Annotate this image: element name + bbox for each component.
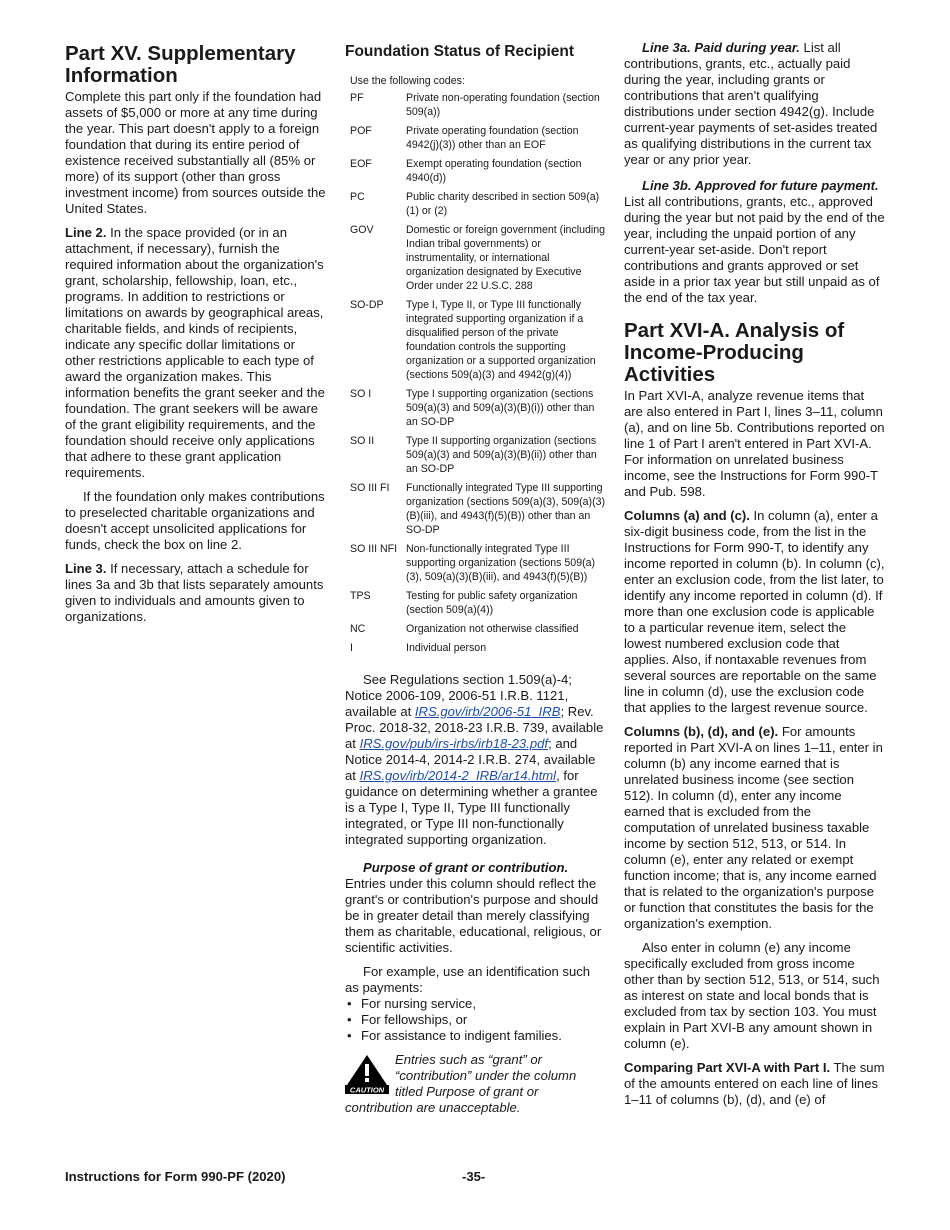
table-row <box>350 641 607 660</box>
irb-2006-51-link[interactable]: IRS.gov/irb/2006-51_IRB <box>414 704 561 719</box>
example-intro: For example, use an identification such as payments: <box>345 964 591 995</box>
list-item <box>345 1012 607 1028</box>
table-row <box>350 223 607 298</box>
status-code: SO II <box>350 435 375 447</box>
status-code: PC <box>350 191 365 203</box>
irb18-23-link[interactable]: IRS.gov/pub/irs-irbs/irb18-23.pdf <box>359 736 549 751</box>
line3a-text: List all contributions, grants, etc., actually paid during the year, including grants or contributions that aren't qualifying distributions under section 4942(g). Include current-year payments of set-asides treated as qualifying distributions in the current tax year or any prior year. <box>624 40 878 167</box>
columns-ac-text: In column (a), enter a six-digit business code, from the list in the Instructions for Form 990-T, to identify any income reported in column (b). In column (c), enter an exclusion code, from the list later, to identify any income reported in column (d). If more than one exclusion code is applicable to a particular revenue item, select the lowest numbered exclusion code that applies. Also, if nontaxable revenues from several sources are reportable on the same line in column (d), use the exclusion code that applies to the largest revenue source. <box>624 508 885 715</box>
status-code: SO-DP <box>350 299 384 311</box>
regs-text-4: , for guidance on determining whether a grantee is a Type I, Type II, Type III functionally integrated, or Type III non-functionally integrated supporting organization. <box>345 768 598 847</box>
line2-paragraph-2: If the foundation only makes contributions to preselected charitable organizations and doesn't accept unsolicited applications for funds, check the box on line 2. <box>65 489 325 552</box>
comparing-label: Comparing Part XVI-A with Part I. <box>624 1060 831 1075</box>
regs-text-1: See Regulations section 1.509(a)-4; Notice 2006-109, 2006-51 I.R.B. 1121, available at <box>345 672 572 719</box>
table-row <box>350 91 607 124</box>
status-code: PF <box>350 92 364 104</box>
bullet-text: For fellowships, or <box>361 1012 468 1027</box>
status-code: SO III NFI <box>350 543 398 555</box>
table-row <box>350 622 607 641</box>
status-code: GOV <box>350 224 374 236</box>
comparing-paragraph <box>624 1060 886 1108</box>
bullet-text: For nursing service, <box>361 996 476 1011</box>
columns-ac-label: Columns (a) and (c). <box>624 508 750 523</box>
status-desc: Functionally integrated Type III supporting organization (sections 509(a)(3), 509(a)(3)(B)(iii), and 4943(f)(5)(B)) other than an SO-DP <box>406 482 606 536</box>
caution-text: Entries such as “grant” or “contribution” under the column titled Purpose of grant or contribution are unacceptable. <box>345 1052 577 1115</box>
line3b-text: List all contributions, grants, etc., approved during the year but not paid by the end of the year, including the unpaid portion of any current-year set-aside. Don't report contributions and grants approved or set aside in a prior tax year but still unpaid as of the end of the tax year. <box>624 194 885 305</box>
line3a-label: Line 3a. Paid during year. <box>642 40 800 55</box>
line3-label: Line 3. <box>65 561 107 576</box>
columns-ac-paragraph <box>624 508 886 716</box>
table-row <box>350 387 607 434</box>
status-codes-table <box>350 91 607 660</box>
list-item <box>345 996 607 1012</box>
part-xvi-a-heading: Part XVI-A. Analysis of Income-Producing Activities <box>624 319 845 386</box>
table-row <box>350 481 607 542</box>
status-desc: Type I supporting organization (sections 509(a)(3) and 509(a)(3)(B)(i)) other than an SO-DP <box>406 388 595 428</box>
table-row <box>350 157 607 190</box>
footer-form-title: Instructions for Form 990-PF (2020) <box>65 1169 286 1184</box>
status-desc: Testing for public safety organization (section 509(a)(4)) <box>406 590 578 616</box>
regulations-paragraph <box>345 672 607 848</box>
table-row <box>350 298 607 387</box>
bullet-dot: • <box>347 996 352 1011</box>
table-row <box>350 434 607 481</box>
also-enter-paragraph: Also enter in column (e) any income specifically excluded from gross income other than by section 512, 513, or 514, such as interest on state and local bonds that is excluded from tax by section 103. You must explain in Part XVI-B any amount shown in column (e). <box>624 940 880 1051</box>
payment-bullet-list <box>345 996 607 1044</box>
part-xv-intro: Complete this part only if the foundation had assets of $5,000 or more at any time during the year. This part doesn't apply to a foreign foundation that during its entire period of existence received substantially all (85% or more) of its support (other than gross investment income) from sources outside the United States. <box>65 89 326 216</box>
line3b-paragraph <box>624 178 886 306</box>
columns-bde-label: Columns (b), (d), and (e). <box>624 724 779 739</box>
table-row <box>350 124 607 157</box>
line3b-label: Line 3b. Approved for future payment. <box>642 178 879 193</box>
bullet-dot: • <box>347 1028 352 1043</box>
comparing-text: The sum of the amounts entered on each line of lines 1–11 of columns (b), (d), and (e) of <box>624 1060 885 1107</box>
part-xv-heading: Part XV. Supplementary Information <box>65 42 296 87</box>
codes-intro: Use the following codes: <box>350 75 465 87</box>
status-code: POF <box>350 125 372 137</box>
irb-2014-2-link[interactable]: IRS.gov/irb/2014-2_IRB/ar14.html <box>359 768 557 783</box>
column-middle <box>345 40 607 1116</box>
status-desc: Private operating foundation (section 4942(j)(3)) other than an EOF <box>406 125 579 151</box>
status-code: I <box>350 642 353 654</box>
status-desc: Organization not otherwise classified <box>406 623 579 635</box>
purpose-text: Entries under this column should reflect the grant's or contribution's purpose and should be in greater detail than merely classifying them as charitable, educational, religious, or scientific activities. <box>345 876 602 955</box>
status-desc: Individual person <box>406 642 487 654</box>
part-xvi-a-intro: In Part XVI-A, analyze revenue items that are also entered in Part I, lines 3–11, column (a), and on line 5b. Contributions reported on line 1 of Part I aren't entered in Part XVI-A. For information on unrelated business income, see the Instructions for Form 990-T and Pub. 598. <box>624 388 885 499</box>
status-code: SO I <box>350 388 372 400</box>
columns-bde-text: For amounts reported in Part XVI-A on lines 1–11, enter in column (b) any income earned that is unrelated business income (see section 512). In column (d), enter any income earned that is excluded from the computation of unrelated business taxable income by section 512, 513, or 514. In column (e), enter any related or exempt function income; that is, any income earned that is related to the organization's purpose or function that constitutes the basis for the organization's exemption. <box>624 724 883 931</box>
column-left <box>65 40 327 633</box>
regs-text-3: ; and Notice 2014-4, 2014-2 I.R.B. 274, available at <box>345 736 596 783</box>
footer-page-number: -35- <box>462 1169 486 1184</box>
line2-text: In the space provided (or in an attachment, if necessary), furnish the required information about the organization's grant, scholarship, fellowship, loan, etc., programs. In addition to restrictions or limitations on awards by geographical areas, charitable fields, and kinds of recipients, indicate any specific dollar limitations or other restrictions applicable to each type of award the organization makes. This information benefits the grant seeker and the foundation. The grant seekers will be aware of the grant eligibility requirements, and the foundation should receive only applications that adhere to these grant application requirements. <box>65 225 325 480</box>
regs-text-2: ; Rev. Proc. 2018-32, 2018-23 I.R.B. 739, available at <box>345 704 604 751</box>
status-code: EOF <box>350 158 372 170</box>
bullet-dot: • <box>347 1012 352 1027</box>
caution-icon <box>345 1054 389 1094</box>
status-code: TPS <box>350 590 371 602</box>
line3-paragraph <box>65 561 327 625</box>
line3-text: If necessary, attach a schedule for lines 3a and 3b that lists separately amounts given to individuals and amounts given to organizations. <box>65 561 324 624</box>
bullet-text: For assistance to indigent families. <box>361 1028 562 1043</box>
line2-paragraph <box>65 225 327 481</box>
table-row <box>350 589 607 622</box>
status-desc: Public charity described in section 509(a)(1) or (2) <box>406 191 600 217</box>
caution-icon-label: CAUTION <box>349 1085 385 1094</box>
status-desc: Type II supporting organization (sections 509(a)(3) and 509(a)(3)(B)(ii)) other than an SO-DP <box>406 435 597 475</box>
caution-note <box>345 1052 607 1116</box>
status-desc: Non-functionally integrated Type III supporting organization (sections 509(a)(3), 509(a)(3)(B)(iii), and 4943(f)(5)(B)) <box>406 543 596 583</box>
foundation-status-heading: Foundation Status of Recipient <box>345 43 575 60</box>
table-row <box>350 542 607 589</box>
line3a-paragraph <box>624 40 886 168</box>
status-desc: Domestic or foreign government (including Indian tribal governments) or instrumentality, or international organization designated by Executive Order under 22 U.S.C. 288 <box>406 224 606 292</box>
purpose-label: Purpose of grant or contribution. <box>363 860 569 875</box>
column-right <box>624 40 886 1116</box>
table-row <box>350 190 607 223</box>
status-code: NC <box>350 623 366 635</box>
status-code: SO III FI <box>350 482 390 494</box>
status-desc: Type I, Type II, or Type III functionally integrated supporting organization if a disqualified person of the private foundation controls the supporting organization or a supported organization (sections 509(a)(3) and 4942(g)(4)) <box>406 299 596 381</box>
purpose-paragraph <box>345 860 607 956</box>
status-desc: Private non-operating foundation (section 509(a)) <box>406 92 600 118</box>
columns-bde-paragraph <box>624 724 886 932</box>
line2-label: Line 2. <box>65 225 107 240</box>
list-item <box>345 1028 607 1044</box>
status-desc: Exempt operating foundation (section 4940(d)) <box>406 158 582 184</box>
